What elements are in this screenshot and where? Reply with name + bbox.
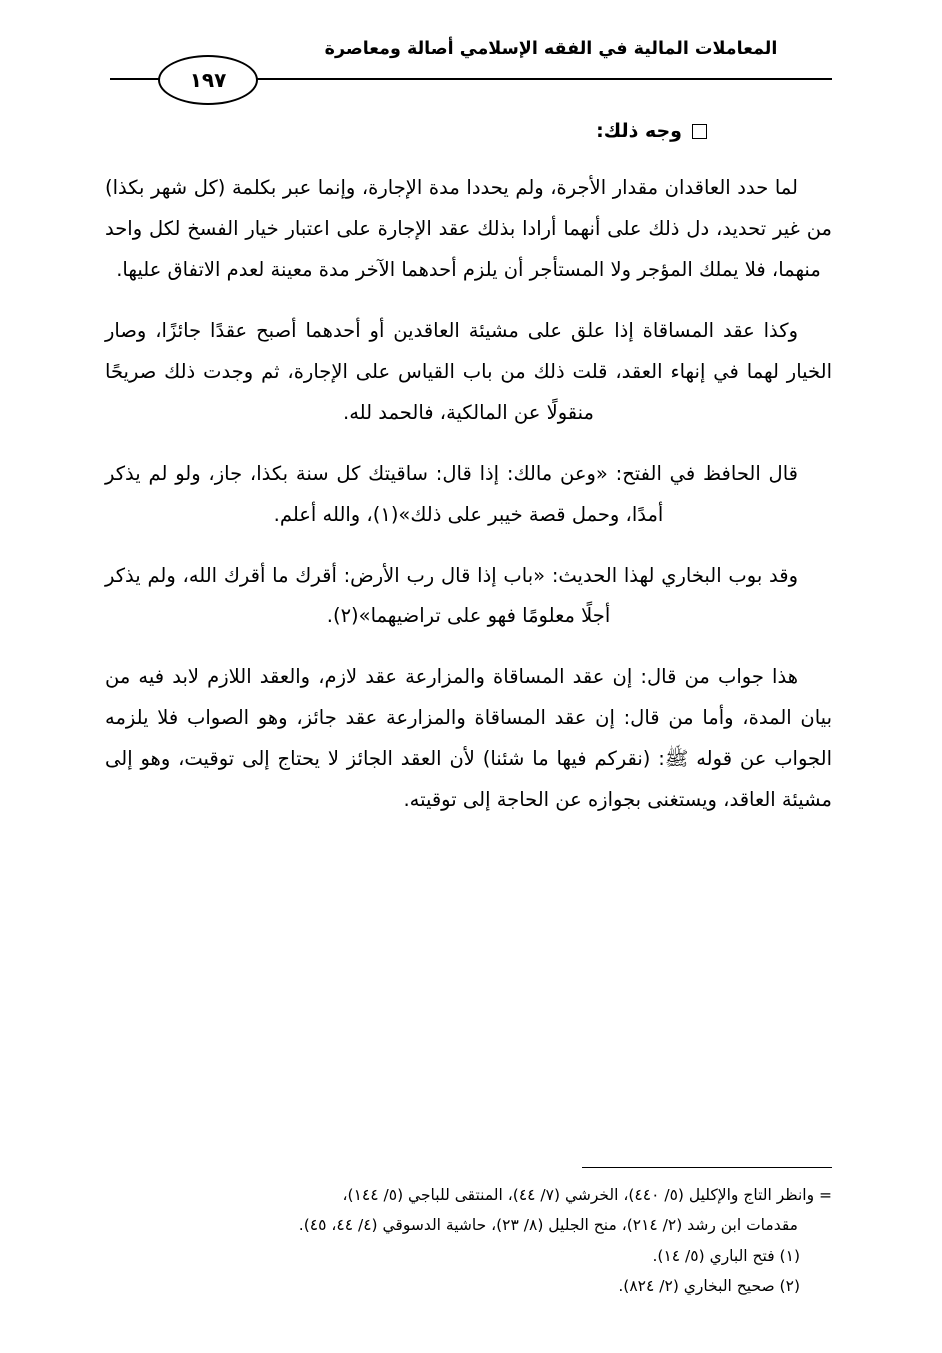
square-bullet-icon [692, 124, 707, 139]
footnote-divider [582, 1167, 832, 1168]
footnote-continuation: = وانظر التاج والإكليل (٥/ ٤٤٠)، الخرشي (٧/ ٤٤)، المنتقى للباجي (٥/ ١٤٤)، [342, 1186, 832, 1205]
footnotes-section [105, 1167, 832, 1301]
paragraph: هذا جواب من قال: إن عقد المساقاة والمزارعة عقد لازم، والعقد اللازم لابد فيه من بيان المدة، وأما من قال: إن عقد المساقاة والمزارعة عقد جائز، وهو الصواب فلا يلزمه الجواب عن قوله ﷺ: (نقركم فيها ما شئنا) لأن العقد الجائز لا يحتاج إلى توقيت، وهو إلى مشيئة العاقد، ويستغنى بجوازه عن الحاجة إلى توقيته. [105, 665, 832, 812]
page-header [110, 38, 832, 94]
footnote-continuation-line2: مقدمات ابن رشد (٢/ ٢١٤)، منح الجليل (٨/ ٢٣)، حاشية الدسوقي (٤/ ٤٤، ٤٥). [298, 1216, 798, 1235]
page-content [105, 120, 832, 841]
section-heading-label: وجه ذلك: [596, 120, 682, 142]
paragraph: وكذا عقد المساقاة إذا علق على مشيئة العاقدين أو أحدهما أصبح عقدًا جائزًا، وصار الخيار لهما في إنهاء العقد، قلت ذلك من باب القياس على الإجارة، ثم وجدت ذلك صريحًا منقولًا عن المالكية، فالحمد لله. [105, 318, 832, 424]
paragraph: لما حدد العاقدان مقدار الأجرة، ولم يحددا مدة الإجارة، وإنما عبر بكلمة (كل شهر بكذا) من غير تحديد، دل ذلك على أنهما أرادا بذلك عقد الإجارة على اعتبار خيار الفسخ لكل واحد منهما، فلا يملك المؤجر ولا المستأجر أن يلزم أحدهما الآخر مدة معينة لعدم الاتفاق عليها. [105, 176, 832, 281]
paragraph: وقد بوب البخاري لهذا الحديث: «باب إذا قال رب الأرض: أقرك ما أقرك الله، ولم يذكر أجلًا معلومًا فهو على تراضيهما»(٢). [105, 563, 798, 628]
page-number: ١٩٧ [158, 55, 258, 105]
footnote-item: (١) فتح الباري (٥/ ١٤). [652, 1246, 800, 1265]
footnote-item: (٢) صحيح البخاري (٢/ ٨٢٤). [618, 1276, 800, 1295]
paragraph: قال الحافظ في الفتح: «وعن مالك: إذا قال: ساقيتك كل سنة بكذا، جاز، ولو لم يذكر أمدًا، وحمل قصة خيبر على ذلك»(١)، والله أعلم. [105, 461, 798, 526]
book-title: المعاملات المالية في الفقه الإسلامي أصالة ومعاصرة [324, 39, 778, 59]
section-heading [105, 120, 832, 142]
